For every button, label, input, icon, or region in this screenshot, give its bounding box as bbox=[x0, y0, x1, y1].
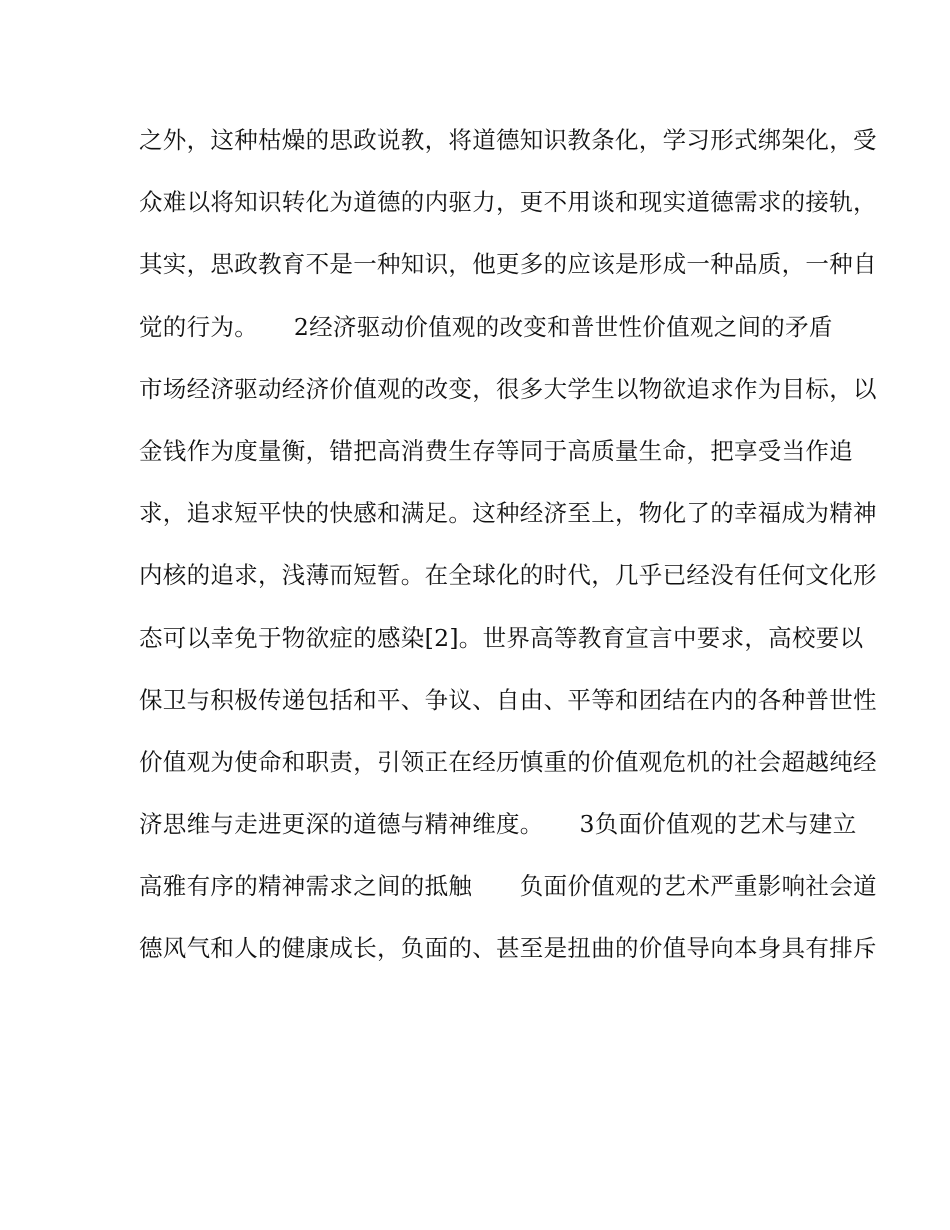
text-line: 市场经济驱动经济价值观的改变，很多大学生以物欲追求作为目标，以 bbox=[139, 374, 877, 403]
text-line: 内核的追求，浅薄而短暂。在全球化的时代，几乎已经没有任何文化形 bbox=[139, 561, 877, 590]
text-line: 觉的行为。 2经济驱动价值观的改变和普世性价值观之间的矛盾 bbox=[139, 312, 833, 341]
text-line: 之外，这种枯燥的思政说教，将道德知识教条化，学习形式绑架化，受 bbox=[139, 126, 877, 154]
text-line: 德风气和人的健康成长，负面的、甚至是扭曲的价值导向本身具有排斥 bbox=[139, 934, 877, 963]
text-line: 济思维与走进更深的道德与精神维度。 3负面价值观的艺术与建立 bbox=[139, 810, 857, 839]
text-line: 态可以幸免于物欲症的感染[2]。世界高等教育宣言中要求，高校要以 bbox=[139, 623, 864, 652]
text-line: 金钱作为度量衡，错把高消费生存等同于高质量生命，把享受当作追 bbox=[139, 436, 853, 465]
text-line: 其实，思政教育不是一种知识，他更多的应该是形成一种品质，一种自 bbox=[139, 250, 877, 279]
document-body bbox=[139, 122, 877, 993]
text-line: 求，追求短平快的快感和满足。这种经济至上，物化了的幸福成为精神 bbox=[139, 499, 877, 528]
text-line: 众难以将知识转化为道德的内驱力，更不用谈和现实道德需求的接轨， bbox=[139, 188, 877, 217]
text-line: 高雅有序的精神需求之间的抵触 负面价值观的艺术严重影响社会道 bbox=[139, 872, 877, 901]
text-line: 价值观为使命和职责，引领正在经历慎重的价值观危机的社会超越纯经 bbox=[139, 747, 877, 776]
text-line: 保卫与积极传递包括和平、争议、自由、平等和团结在内的各种普世性 bbox=[139, 685, 877, 714]
